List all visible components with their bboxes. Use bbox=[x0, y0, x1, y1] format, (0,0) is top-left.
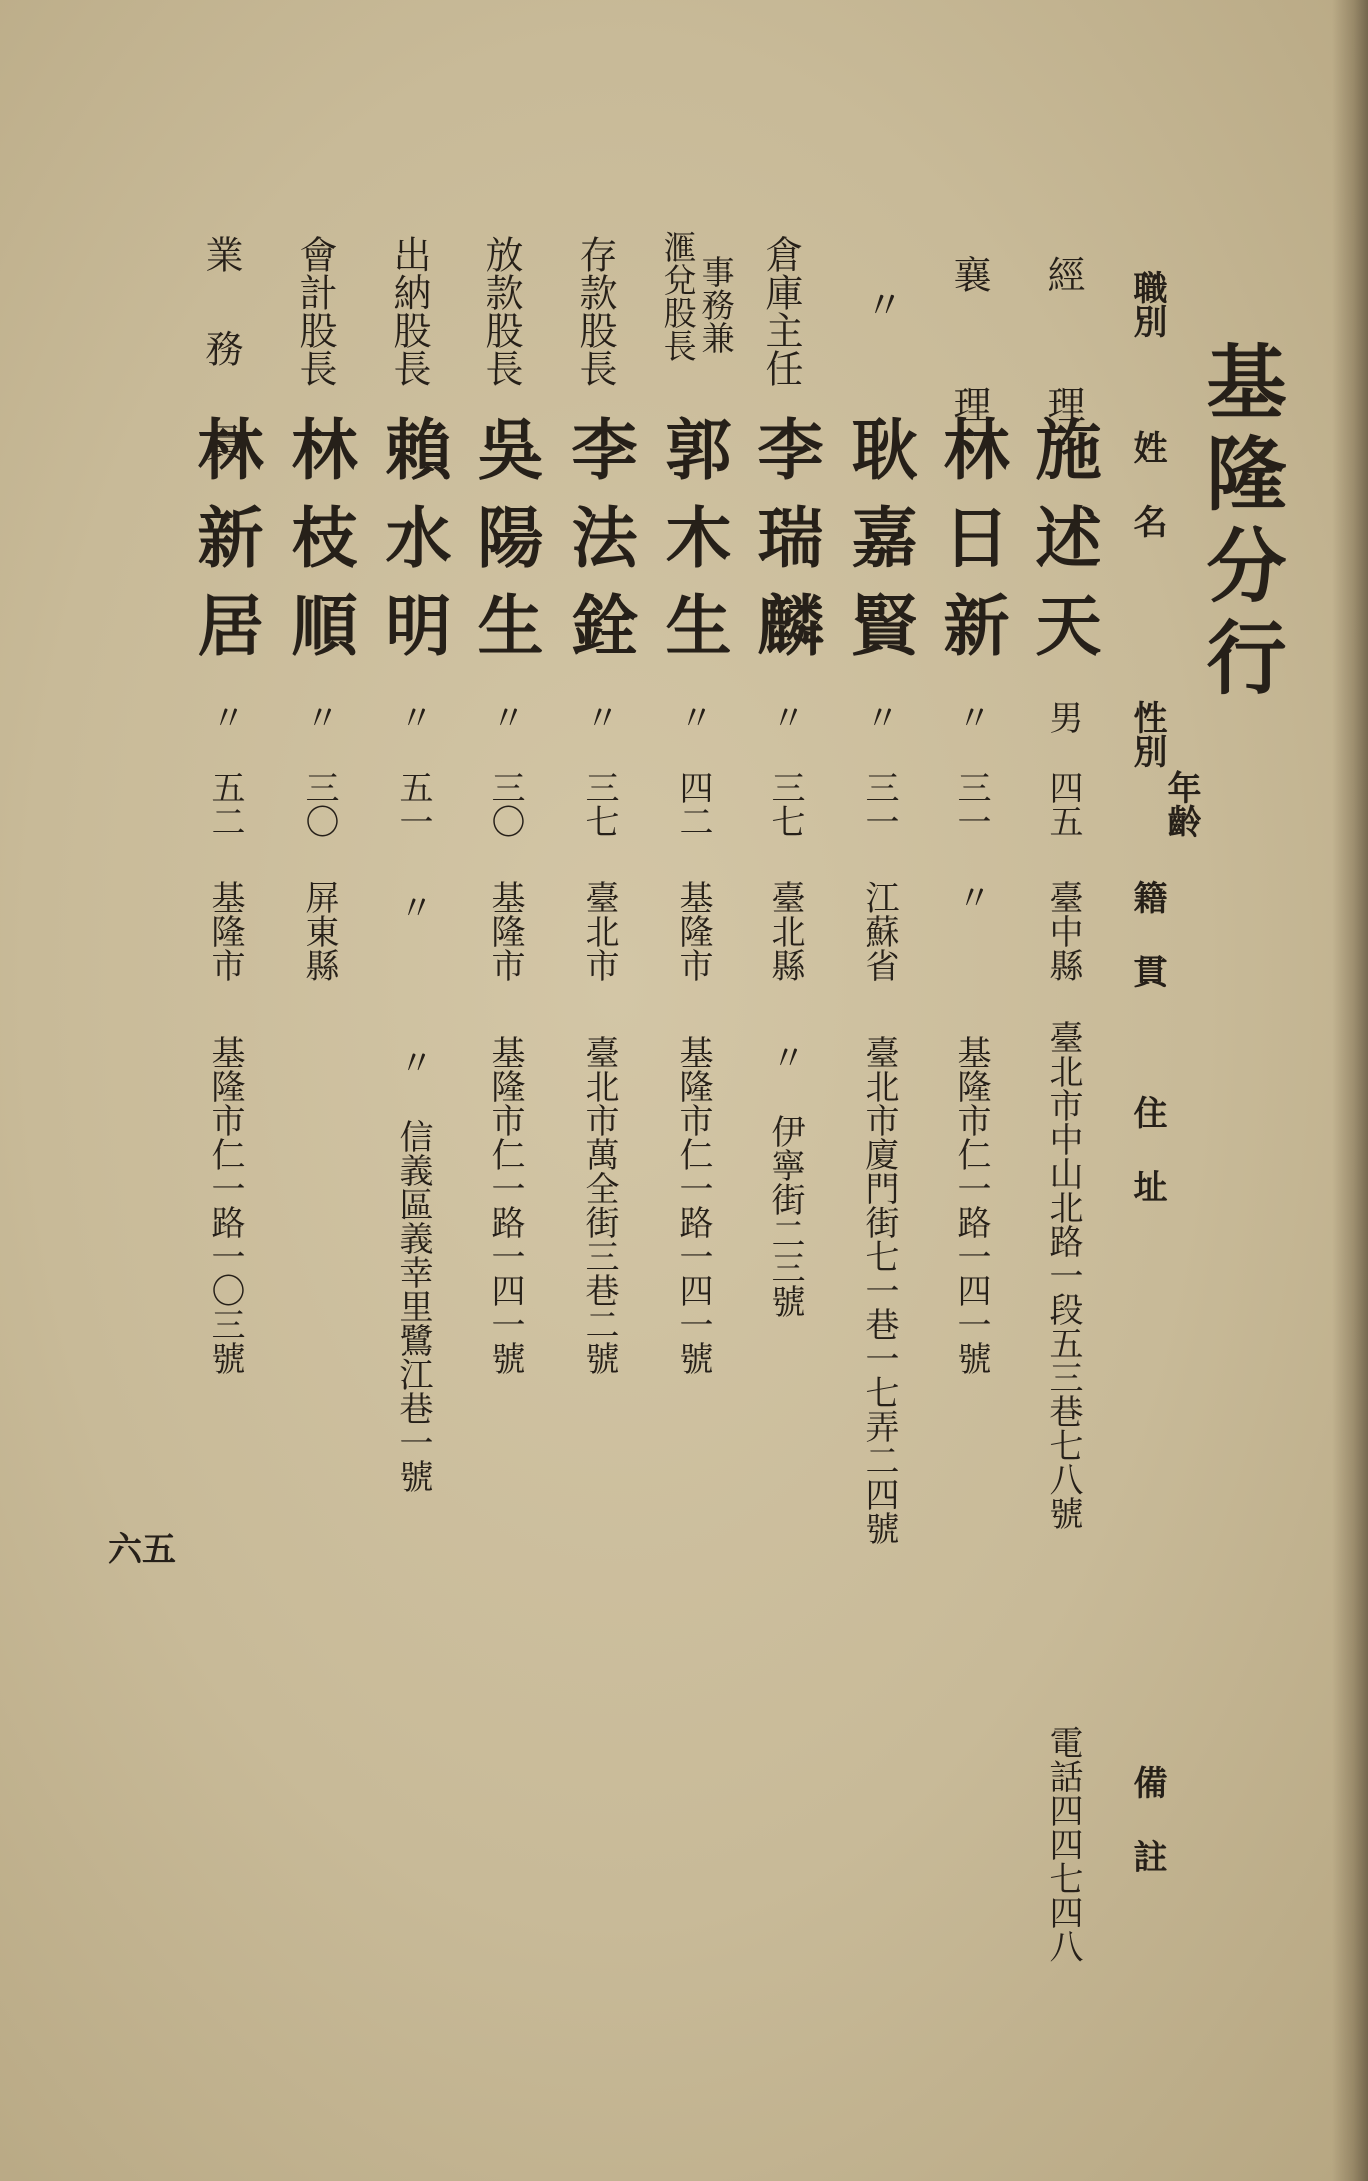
row-name: 賴水明 bbox=[374, 415, 452, 679]
row-age: 五一 bbox=[393, 770, 433, 838]
row-position: 出納股長 bbox=[387, 235, 431, 387]
page-title: 基隆分行 bbox=[1193, 340, 1287, 708]
row-native-place: 基隆市 bbox=[205, 880, 245, 982]
header-name: 姓 名 bbox=[1127, 430, 1167, 538]
row-age: 三〇 bbox=[485, 770, 525, 838]
row-address: 基隆市仁一路一四一號 bbox=[485, 1035, 525, 1375]
row-address: 〃 信義區義幸里鷺江巷一號 bbox=[393, 1045, 433, 1493]
row-age: 三七 bbox=[765, 770, 805, 838]
row-age: 三〇 bbox=[299, 770, 339, 838]
row-age: 五二 bbox=[205, 770, 245, 838]
header-remarks: 備 註 bbox=[1127, 1765, 1167, 1873]
row-position: 襄 理 bbox=[947, 255, 991, 447]
header-sex: 性別 bbox=[1127, 700, 1167, 768]
row-native-place: 臺北市 bbox=[579, 880, 619, 982]
header-position: 職別 bbox=[1127, 270, 1167, 338]
row-name: 郭木生 bbox=[654, 415, 732, 679]
header-age: 年齡 bbox=[1161, 770, 1201, 838]
row-native-place: 基隆市 bbox=[673, 880, 713, 982]
row-name: 李瑞麟 bbox=[746, 415, 824, 679]
row-position: 〃 bbox=[859, 285, 903, 323]
row-name: 施述天 bbox=[1024, 415, 1102, 679]
row-name: 耿嘉賢 bbox=[840, 415, 918, 679]
row-address: 臺北市中山北路一段五三巷七八號 bbox=[1043, 1020, 1083, 1530]
row-name: 林日新 bbox=[932, 415, 1010, 679]
row-name: 林枝順 bbox=[280, 415, 358, 679]
row-age: 三七 bbox=[579, 770, 619, 838]
book-spine-shadow bbox=[1332, 0, 1368, 2181]
row-sex: 〃 bbox=[299, 700, 339, 734]
row-position-top: 事務兼 bbox=[696, 255, 736, 354]
row-name: 吳陽生 bbox=[466, 415, 544, 679]
row-address: 基隆市仁一路一四一號 bbox=[673, 1035, 713, 1375]
row-native-place: 基隆市 bbox=[485, 880, 525, 982]
row-position: 經 理 bbox=[1041, 255, 1085, 447]
row-sex: 〃 bbox=[485, 700, 525, 734]
row-position: 會計股長 bbox=[293, 235, 337, 387]
row-native-place: 臺中縣 bbox=[1043, 880, 1083, 982]
row-sex: 〃 bbox=[393, 700, 433, 734]
row-position: 存款股長 bbox=[573, 235, 617, 387]
header-native-place: 籍 貫 bbox=[1127, 880, 1167, 988]
row-address: 基隆市仁一路一〇三號 bbox=[205, 1035, 245, 1375]
row-sex: 〃 bbox=[673, 700, 713, 734]
row-sex: 〃 bbox=[579, 700, 619, 734]
row-address: 基隆市仁一路一四一號 bbox=[951, 1035, 991, 1375]
row-address: 臺北市萬全街三巷二號 bbox=[579, 1035, 619, 1375]
row-remarks: 電話四四七四八 bbox=[1043, 1725, 1083, 1963]
row-native-place: 〃 bbox=[393, 890, 433, 924]
header-address: 住 址 bbox=[1127, 1095, 1167, 1203]
row-address: 臺北市廈門街七一巷一七弄二四號 bbox=[859, 1035, 899, 1545]
row-sex: 〃 bbox=[205, 700, 245, 734]
page-number: 六五 bbox=[108, 1530, 176, 1570]
row-sex: 〃 bbox=[765, 700, 805, 734]
row-native-place: 〃 bbox=[951, 880, 991, 914]
row-position: 業 務 員 bbox=[199, 235, 243, 467]
row-age: 三一 bbox=[951, 770, 991, 838]
row-age: 四二 bbox=[673, 770, 713, 838]
row-position: 倉庫主任 bbox=[759, 235, 803, 387]
row-name: 林新居 bbox=[186, 415, 264, 679]
row-native-place: 屏東縣 bbox=[299, 880, 339, 982]
row-name: 李法銓 bbox=[560, 415, 638, 679]
row-age: 四五 bbox=[1043, 770, 1083, 838]
row-position-bottom: 滙兌股長 bbox=[658, 230, 698, 362]
row-address: 〃 伊寧街二三號 bbox=[765, 1040, 805, 1318]
row-sex: 〃 bbox=[859, 700, 899, 734]
row-position: 放款股長 bbox=[479, 235, 523, 387]
row-sex: 〃 bbox=[951, 700, 991, 734]
row-native-place: 臺北縣 bbox=[765, 880, 805, 982]
row-age: 三一 bbox=[859, 770, 899, 838]
row-sex: 男 bbox=[1043, 700, 1083, 734]
row-native-place: 江蘇省 bbox=[859, 880, 899, 982]
